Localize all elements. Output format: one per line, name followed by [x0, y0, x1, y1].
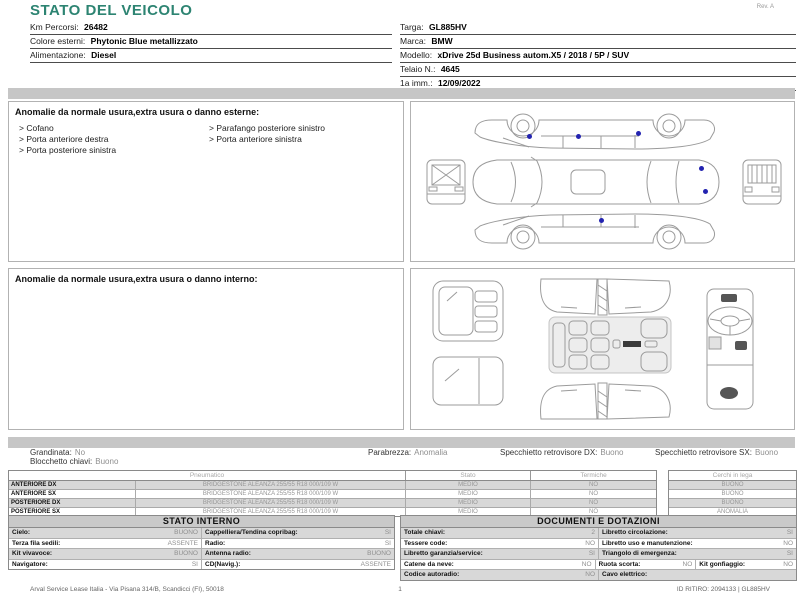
cerchi-value: ANOMALIA: [716, 509, 748, 515]
summary-label: Blocchetto chiavi:: [30, 457, 93, 466]
cell-value: [789, 570, 793, 580]
table-row: [401, 570, 796, 580]
cerchi-row: [669, 490, 796, 499]
info-label: 1a imm.:: [400, 78, 433, 88]
tire-description: BRIDGESTONE ALEANZA 255/55 R18 000/109 W: [136, 481, 406, 489]
info-row-marca: [400, 35, 796, 49]
stato-interno-table: [8, 515, 395, 570]
info-label: Telaio N.:: [400, 64, 436, 74]
table-row: [9, 528, 394, 539]
table-cell: [202, 560, 394, 570]
summary-label: Specchietto retrovisore SX:: [655, 448, 752, 457]
cell-value: SI: [786, 529, 793, 536]
info-row-modello: [400, 49, 796, 63]
vehicle-info-left: [30, 21, 392, 63]
cell-label: Catene da neve:: [404, 560, 454, 568]
anomaly-item: > Porta posteriore sinistra: [19, 145, 116, 156]
cell-value: ASSENTE: [167, 539, 198, 547]
documenti-title: DOCUMENTI E DOTAZIONI: [401, 516, 796, 528]
page-title: STATO DEL VEICOLO: [30, 2, 193, 19]
info-label: Km Percorsi:: [30, 22, 79, 32]
damage-marker: [699, 166, 704, 171]
damage-marker: [576, 134, 581, 139]
footer-page-number: 1: [398, 586, 402, 593]
info-value: Phytonic Blue metallizzato: [90, 36, 198, 46]
tire-stato: MEDIO: [406, 508, 531, 516]
tire-stato: MEDIO: [406, 481, 531, 489]
cerchi-row: [669, 481, 796, 490]
table-cell: [401, 539, 599, 549]
summary-value: Buono: [95, 457, 119, 466]
cell-value: SI: [384, 529, 391, 536]
cell-label: Triangolo di emergenza:: [602, 550, 677, 557]
cell-label: Codice autoradio:: [404, 571, 460, 578]
table-row: [401, 539, 796, 550]
interior-anomalies-box: [8, 268, 404, 430]
tire-row: [9, 490, 656, 499]
tire-description: BRIDGESTONE ALEANZA 255/55 R18 000/109 W: [136, 499, 406, 507]
cell-value: NO: [783, 560, 793, 568]
tire-position: POSTERIORE DX: [9, 499, 136, 507]
exterior-items-col1: [19, 123, 116, 156]
cerchi-table-header: [669, 471, 796, 481]
info-row-colore: [30, 35, 392, 49]
tire-stato: MEDIO: [406, 499, 531, 507]
exterior-diagram-box: [410, 101, 795, 262]
summary-parabrezza: [368, 448, 448, 457]
interior-diagram-box: [410, 268, 795, 430]
damage-marker: [703, 189, 708, 194]
info-label: Modello:: [400, 50, 433, 60]
info-row-km: [30, 21, 392, 35]
cerchi-value: BUONO: [721, 500, 744, 506]
summary-value: Buono: [754, 448, 779, 457]
table-cell: [202, 528, 394, 538]
tire-description: BRIDGESTONE ALEANZA 255/55 R18 000/109 W: [136, 508, 406, 516]
tire-position: POSTERIORE SX: [9, 508, 136, 516]
cell-value: NO: [581, 560, 592, 568]
info-value: BMW: [431, 36, 453, 46]
tire-position: ANTERIORE DX: [9, 481, 136, 489]
tire-row: [9, 499, 656, 508]
section-divider-bar: [8, 88, 795, 99]
info-value: GL885HV: [429, 22, 467, 32]
cell-label: Kit gonfiaggio:: [699, 560, 746, 568]
cell-label: Libretto uso e manutenzione:: [602, 539, 693, 547]
tire-description: BRIDGESTONE ALEANZA 255/55 R18 000/109 W: [136, 490, 406, 498]
exterior-anomalies-box: [8, 101, 404, 262]
anomaly-item: > Porta anteriore sinistra: [209, 134, 325, 145]
cerchi-value: BUONO: [721, 491, 744, 497]
tire-termiche: NO: [589, 491, 598, 497]
table-cell: [599, 549, 796, 559]
table-row: [9, 560, 394, 570]
car-interior-diagram: [411, 269, 794, 429]
damage-markers-layer: [411, 102, 794, 261]
cell-value: SI: [588, 550, 595, 557]
cell-value: SI: [191, 560, 198, 568]
info-row-targa: [400, 21, 796, 35]
tire-row: [9, 481, 656, 490]
summary-value: No: [74, 448, 86, 457]
tire-position: ANTERIORE SX: [9, 490, 136, 498]
anomaly-item: > Porta anteriore destra: [19, 134, 116, 145]
info-row-telaio: [400, 63, 796, 77]
tires-table-header: [9, 471, 656, 481]
revision-label: Rev. A: [756, 4, 774, 10]
anomaly-item: > Parafango posteriore sinistro: [209, 123, 325, 134]
cell-label: Totale chiavi:: [404, 529, 446, 536]
cell-value: NO: [783, 539, 793, 547]
documenti-table: [400, 515, 797, 581]
summary-value: Buono: [600, 448, 624, 457]
summary-value: Anomalia: [414, 448, 448, 457]
info-label: Marca:: [400, 36, 426, 46]
cell-value: BUONO: [174, 550, 198, 557]
table-cell: [9, 549, 202, 559]
exterior-items-col2: [209, 123, 325, 145]
summary-label: Grandinata:: [30, 448, 72, 457]
table-cell: [202, 549, 394, 559]
table-row: [401, 549, 796, 560]
cell-value: NO: [585, 571, 595, 578]
damage-marker: [599, 218, 604, 223]
table-cell: [401, 560, 596, 570]
info-value: Diesel: [91, 50, 117, 60]
footer-id-ritiro: ID RITIRO: 2094133 | GL885HV: [676, 586, 770, 593]
info-label: Targa:: [400, 22, 424, 32]
table-cell: [596, 560, 697, 570]
summary-blocchetto: [30, 457, 118, 466]
damage-marker: [527, 134, 532, 139]
cell-value: NO: [682, 560, 693, 568]
cell-value: 2: [591, 529, 595, 536]
col-header-stato: Stato: [406, 471, 531, 480]
damage-marker: [636, 131, 641, 136]
table-row: [401, 560, 796, 571]
tires-table: [8, 470, 657, 517]
anomaly-item: > Cofano: [19, 123, 116, 134]
cell-label: Terza fila sedili:: [12, 539, 61, 547]
cell-label: Cavo elettrico:: [602, 571, 648, 578]
stato-interno-title: STATO INTERNO: [9, 516, 394, 528]
table-cell: [9, 539, 202, 549]
cell-label: Antenna radio:: [205, 550, 251, 557]
col-header-termiche: Termiche: [580, 472, 607, 479]
tire-termiche: NO: [589, 509, 598, 515]
table-row: [9, 549, 394, 560]
cell-label: Radio:: [205, 539, 226, 547]
table-cell: [401, 528, 599, 538]
exterior-anomalies-title: Anomalie da normale usura,extra usura o danno esterne:: [15, 107, 260, 117]
cell-value: SI: [384, 539, 391, 547]
cell-label: Libretto circolazione:: [602, 529, 668, 536]
cell-label: Navigatore:: [12, 560, 48, 568]
cell-label: Cielo:: [12, 529, 31, 536]
cell-label: Libretto garanzia/service:: [404, 550, 483, 557]
table-cell: [599, 528, 796, 538]
col-header-cerchi: Cerchi in lega: [712, 472, 753, 479]
col-header-pneumatico: Pneumatico: [9, 471, 406, 480]
table-row: [401, 528, 796, 539]
tire-stato: MEDIO: [406, 490, 531, 498]
tire-termiche: NO: [589, 482, 598, 488]
tire-termiche: NO: [589, 500, 598, 506]
interior-anomalies-title: Anomalie da normale usura,extra usura o danno interno:: [15, 274, 258, 284]
cell-label: Kit vivavoce:: [12, 550, 53, 557]
table-cell: [9, 560, 202, 570]
cell-value: SI: [786, 550, 793, 557]
summary-specchietto-sx: [655, 448, 778, 457]
cell-label: CD(Navig.):: [205, 560, 241, 568]
info-value: 4645: [440, 64, 460, 74]
cell-value: NO: [585, 539, 595, 547]
info-row-alimentazione: [30, 49, 392, 63]
info-label: Alimentazione:: [30, 50, 86, 60]
table-cell: [401, 570, 599, 580]
table-cell: [696, 560, 796, 570]
info-value: 26482: [84, 22, 108, 32]
vehicle-info-right: [400, 21, 796, 91]
section-divider-bar: [8, 437, 795, 448]
info-value: 12/09/2022: [437, 78, 481, 88]
cerchi-table: [668, 470, 797, 517]
cell-value: ASSENTE: [360, 560, 391, 568]
summary-specchietto-dx: [500, 448, 624, 457]
cerchi-row: [669, 499, 796, 508]
table-cell: [202, 539, 394, 549]
summary-label: Specchietto retrovisore DX:: [500, 448, 598, 457]
summary-label: Parabrezza:: [368, 448, 412, 457]
cell-value: BUONO: [174, 529, 198, 536]
info-label: Colore esterni:: [30, 36, 86, 46]
cell-value: BUONO: [367, 550, 391, 557]
footer-address: Arval Service Lease Italia - Via Pisana 314/B, Scandicci (FI), 50018: [30, 586, 224, 593]
cell-label: Tessere code:: [404, 539, 448, 547]
table-row: [9, 539, 394, 550]
table-cell: [599, 570, 796, 580]
table-cell: [401, 549, 599, 559]
table-cell: [9, 528, 202, 538]
cell-label: Ruota scorta:: [598, 560, 641, 568]
cell-label: Cappelliera/Tendina copribag:: [205, 529, 298, 536]
summary-grandinata: [30, 448, 85, 457]
cerchi-value: BUONO: [721, 482, 744, 488]
info-value: xDrive 25d Business autom.X5 / 2018 / 5P / SUV: [437, 50, 630, 60]
table-cell: [599, 539, 796, 549]
